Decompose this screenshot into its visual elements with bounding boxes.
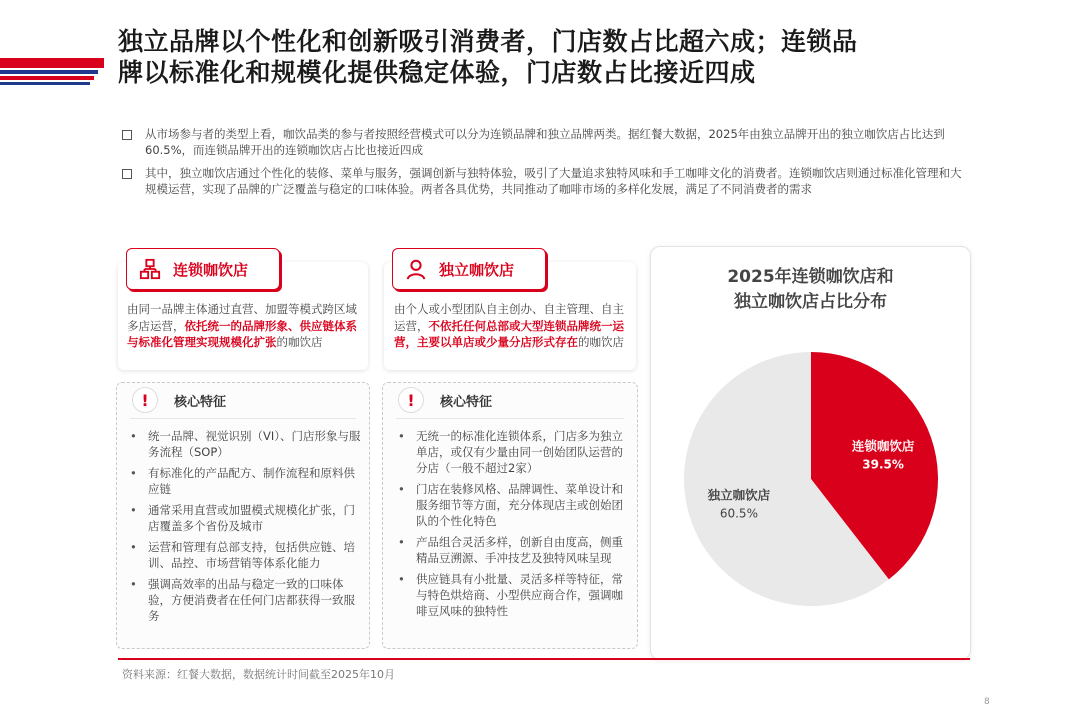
title-line-2: 牌以标准化和规模化提供稳定体验，门店数占比接近四成 <box>118 58 756 87</box>
pie-value-label: 60.5% <box>719 506 758 521</box>
list-item: • 有标准化的产品配方、制作流程和原料供应链 <box>126 465 362 497</box>
pie-label: 连锁咖饮店 <box>851 438 915 454</box>
bullet-item: 其中，独立咖饮店通过个性化的装修、菜单与服务，强调创新与独特体验，吸引了大量追求独特风味和手工咖啡文化的消费者。连锁咖饮店则通过标准化管理和大规模运营，实现了品牌的广泛覆盖与稳定的口味体验。两者各具优势，共同推动了咖啡市场的多样化发展，满足了不同消费者的需求 <box>122 166 970 197</box>
divider <box>130 418 356 419</box>
summary-bullets <box>122 127 970 205</box>
pie-value-label: 39.5% <box>862 457 904 472</box>
title-line-1: 独立品牌以个性化和创新吸引消费者，门店数占比超六成；连锁品 <box>118 27 858 56</box>
list-item: • 无统一的标准化连锁体系，门店多为独立单店，或仅有少量由同一创始团队运营的分店（一般不超过2家） <box>394 428 630 476</box>
indie-feature-header: ! 核心特征 <box>398 387 492 413</box>
exclamation-icon: ! <box>132 387 158 413</box>
footer-rule <box>118 658 970 660</box>
square-bullet-icon <box>122 130 132 140</box>
decorative-stripes <box>0 58 104 88</box>
list-item: • 通常采用直营或加盟模式规模化扩张，门店覆盖多个省份及城市 <box>126 502 362 534</box>
page-title <box>118 26 968 88</box>
page-number: 8 <box>984 697 990 707</box>
divider <box>396 418 624 419</box>
indie-store-tag: 独立咖饮店 <box>392 248 546 290</box>
indie-feature-list <box>394 428 630 624</box>
square-bullet-icon <box>122 169 132 179</box>
chain-store-tag: 连锁咖饮店 <box>126 248 280 290</box>
pie-chart <box>651 247 972 661</box>
list-item: • 强调高效率的出品与稳定一致的口味体验，方便消费者在任何门店都获得一致服务 <box>126 576 362 624</box>
pie-chart-card <box>650 246 971 660</box>
list-item: • 统一品牌、视觉识别（VI）、门店形象与服务流程（SOP） <box>126 428 362 460</box>
bullet-item: 从市场参与者的类型上看，咖饮品类的参与者按照经营模式可以分为连锁品牌和独立品牌两类。据红餐大数据，2025年由独立品牌开出的独立咖饮店占比达到60.5%，而连锁品牌开出的连锁咖饮店占比也接近四成 <box>122 127 970 158</box>
chain-description: 由同一品牌主体通过直营、加盟等模式跨区域多店运营，依托统一的品牌形象、供应链体系与标准化管理实现规模化扩张的咖饮店 <box>127 302 357 349</box>
source-note: 资料来源：红餐大数据，数据统计时间截至2025年10月 <box>122 668 395 681</box>
indie-description: 由个人或小型团队自主创办、自主管理、自主运营，不依托任何总部或大型连锁品牌统一运营，主要以单店或少量分店形式存在的咖饮店 <box>394 302 624 349</box>
list-item: • 供应链具有小批量、灵活多样等特征，常与特色烘焙商、小型供应商合作，强调咖啡豆风味的独特性 <box>394 571 630 619</box>
pie-label: 独立咖饮店 <box>707 487 771 503</box>
list-item: • 产品组合灵活多样，创新自由度高，侧重精品豆溯源、手冲技艺及独特风味呈现 <box>394 534 630 566</box>
list-item: • 运营和管理有总部支持，包括供应链、培训、品控、市场营销等体系化能力 <box>126 539 362 571</box>
person-icon <box>405 258 427 280</box>
list-item: • 门店在装修风格、品牌调性、菜单设计和服务细节等方面，充分体现店主或创始团队的个性化特色 <box>394 481 630 529</box>
chain-network-icon <box>139 258 161 280</box>
chain-feature-list <box>126 428 362 629</box>
chart-title: 2025年连锁咖饮店和 独立咖饮店占比分布 <box>727 267 894 312</box>
exclamation-icon: ! <box>398 387 424 413</box>
chain-feature-header: ! 核心特征 <box>132 387 226 413</box>
